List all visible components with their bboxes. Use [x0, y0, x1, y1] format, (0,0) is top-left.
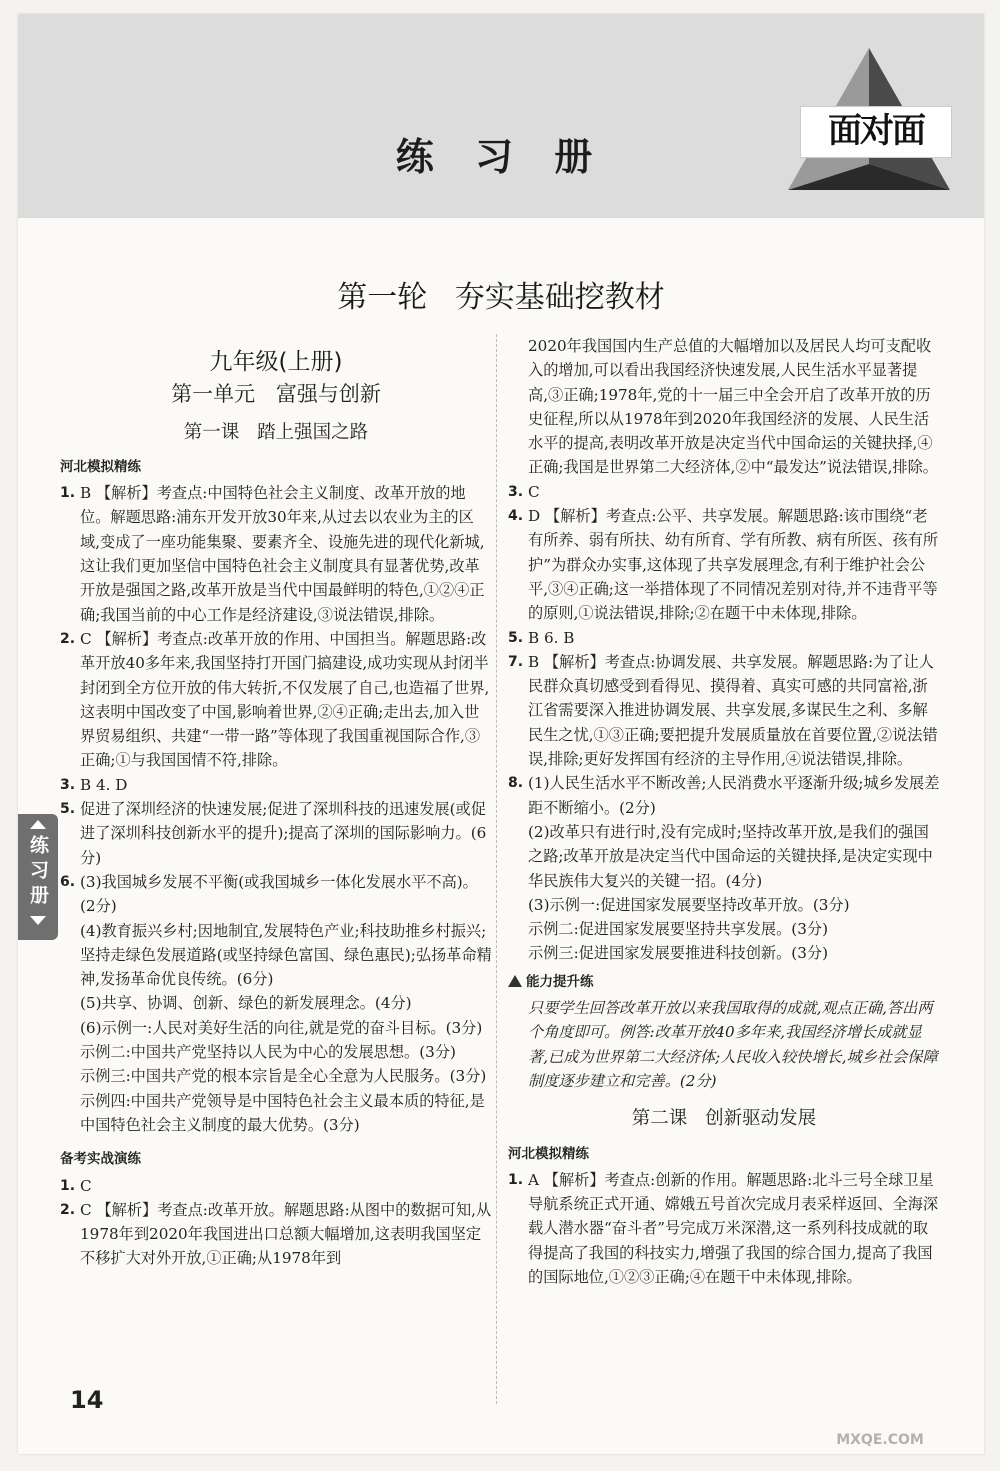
answer-subitem: (6)示例一:人民对美好生活的向往,就是党的奋斗目标。(3分) — [80, 1018, 483, 1037]
answer-item: 5. B 6. B — [508, 628, 575, 647]
answer-subitem: 示例三:促进国家发展要推进科技创新。(3分) — [528, 944, 829, 963]
answer-subitem: (3)示例一:促进国家发展要坚持改革开放。(3分) — [528, 895, 850, 914]
answer-subitem: 示例二:促进国家发展要坚持共享发展。(3分) — [528, 920, 829, 939]
answer-item: 1. C — [60, 1176, 92, 1195]
header-title: 练 习 册 — [395, 135, 607, 179]
side-tab[interactable] — [18, 814, 58, 940]
left-column — [60, 334, 492, 1271]
watermark-text: MXQE.COM — [836, 1432, 924, 1448]
answer-subitem: (4)教育振兴乡村;因地制宜,发展特色产业;科技助推乡村振兴;坚持走绿色发展道路(或坚持绿色富国、绿色惠民);弘扬革命精神,发扬革命优良传统。(6分) — [80, 921, 492, 989]
answer-continuation: 2020年我国国内生产总值的大幅增加以及居民人均可支配收入的增加,可以看出我国经济快速发展,人民生活水平显著提高,③正确;1978年,党的十一届三中全会开启了改革开放的历史征程,所以从1978年到2020年我国经济的发展、人民生活水平的提高,表明改革开放是决定当代中国命运的关键抉择,④正确;我国是世界第二大经济体,②中“最发达”说法错误,排除。 — [528, 337, 938, 477]
answer-item: 1. A 【解析】考查点:创新的作用。解题思路:北斗三号全球卫星导航系统正式开通、嫦娥五号首次完成月表采样返回、全海深载人潜水器“奋斗者”号完成万米深潜,这一系列科技成就的取得提高了我国的科技实力,增强了我国的综合国力,提高了我国的国际地位,①②③正确;④在题干中未体现,排除。 — [508, 1170, 939, 1286]
lesson-heading: 第二课 创新驱动发展 — [631, 1108, 817, 1130]
page — [18, 14, 984, 1454]
answer-item: 6. (3)我国城乡发展不平衡(或我国城乡一体化发展水平不高)。(2分) — [60, 872, 478, 916]
answer-item: 5. 促进了深圳经济的快速发展;促进了深圳科技的迅速发展(或促进了深圳科技创新水平的提升);提高了深圳的国际影响力。(6分) — [60, 800, 487, 867]
logo-text: 面对面 — [800, 106, 952, 158]
answer-subitem: 示例二:中国共产党坚持以人民为中心的发展思想。(3分) — [80, 1043, 456, 1062]
column-divider — [496, 334, 497, 1404]
side-tab-label: 练习册 — [27, 835, 49, 910]
ability-answer: 只要学生回答改革开放以来我国取得的成就,观点正确,答出两个角度即可。例答:改革开放40多年来,我国经济增长成就显著,已成为世界第二大经济体;人民收入较快增长,城乡社会保障制度逐步建立和完善。(2分) — [528, 999, 938, 1090]
watermark — [792, 1392, 968, 1452]
section-label: 河北模拟精练 — [60, 458, 141, 475]
section-label: 备考实战演练 — [60, 1151, 141, 1168]
answer-subitem: 示例四:中国共产党领导是中国特色社会主义最本质的特征,是中国特色社会主义制度的最大优势。(3分) — [80, 1091, 485, 1134]
answer-subitem: (2)改革只有进行时,没有完成时;坚持改革开放,是我们的强国之路;改革开放是决定当代中国命运的关键抉择,是决定实现中华民族伟大复兴的关键一招。(4分) — [528, 822, 933, 890]
answer-item: 2. C 【解析】考查点:改革开放的作用、中国担当。解题思路:改革开放40多年来,我国坚持打开国门搞建设,成功实现从封闭半封闭到全方位开放的伟大转折,不仅发展了自己,也造福了世界,这表明中国改变了中国,影响着世界,②④正确;走出去,加入世界贸易组织、共建“一带一路”等体现了我国重视国际合作,③正确;①与我国国情不符,排除。 — [60, 629, 490, 770]
lesson-heading: 第一课 踏上强国之路 — [183, 421, 369, 443]
header-band — [18, 14, 984, 218]
answer-subitem: 示例三:中国共产党的根本宗旨是全心全意为人民服务。(3分) — [80, 1067, 487, 1086]
round-title: 第一轮 夯实基础挖教材 — [337, 280, 665, 315]
answer-item: 8. (1)人民生活水平不断改善;人民消费水平逐渐升级;城乡发展差距不断缩小。(2分) — [508, 774, 940, 817]
page-number: 14 — [70, 1386, 104, 1414]
answer-item: 7. B 【解析】考查点:协调发展、共享发展。解题思路:为了让人民群众真切感受到看得见、摸得着、真实可感的共同富裕,浙江省需要深入推进协调发展、共享发展,多谋民生之利、多解民生之忧,①③正确;要把提升发展质量放在首要位置,②说法错误,排除;更好发挥国有经济的主导作用,④说法错误,排除。 — [508, 652, 938, 769]
unit-heading: 第一单元 富强与创新 — [171, 382, 381, 407]
arrow-up-icon — [30, 820, 46, 829]
answer-item: 1. B 【解析】考查点:中国特色社会主义制度、改革开放的地位。解题思路:浦东开发开放30年来,从过去以农业为主的区域,变成了一座功能集聚、要素齐全、设施先进的现代化新城,这让我们更加坚信中国特色社会主义制度具有显著优势,改革开放是强国之路,改革开放是当代中国最鲜明的特色,①②④正确;我国当前的中心工作是经济建设,③说法错误,排除。 — [60, 484, 485, 624]
section-label: 河北模拟精练 — [508, 1145, 589, 1162]
arrow-down-icon — [30, 916, 46, 925]
answer-item: 3. C — [508, 482, 540, 501]
right-column — [508, 334, 940, 1289]
grade-heading: 九年级(上册) — [209, 349, 343, 375]
ability-label: 能力提升练 — [508, 970, 940, 994]
answer-item: 4. D 【解析】考查点:公平、共享发展。解题思路:该市围绕“老有所养、弱有所扶、幼有所育、学有所教、病有所医、孩有所护”为群众办实事,这体现了共享发展理念,有利于维护社会公平,③④正确;这一举措体现了不同情况差别对待,并不违背平等的原则,①说法错误,排除;②在题干中未体现,排除。 — [508, 507, 939, 623]
answer-item: 2. C 【解析】考查点:改革开放。解题思路:从图中的数据可知,从1978年到2020年我国进出口总额大幅增加,这表明我国坚定不移扩大对外开放,①正确;从1978年到 — [60, 1200, 492, 1268]
triangle-icon — [508, 975, 522, 987]
answer-item: 3. B 4. D — [60, 775, 128, 794]
answer-subitem: (5)共享、协调、创新、绿色的新发展理念。(4分) — [80, 994, 412, 1013]
